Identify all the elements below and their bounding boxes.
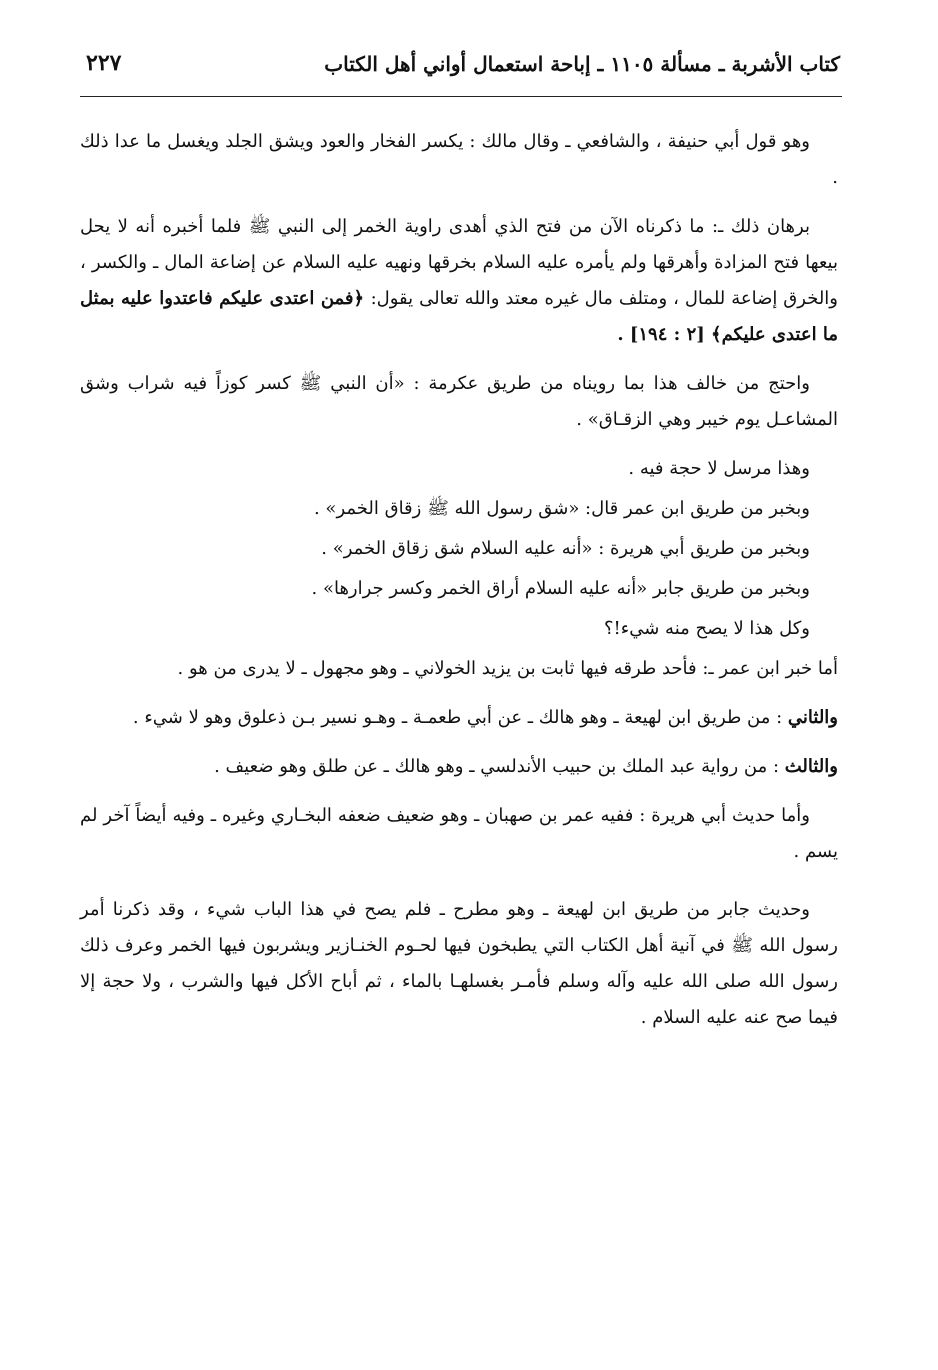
paragraph [80,124,838,196]
paragraph-text: : من رواية عبد الملك بن حبيب الأندلسي ـ وهو هالك ـ عن طلق وهو ضعيف . [214,756,785,777]
paragraph-text: وبخبر من طريق أبي هريرة : «أنه عليه السلام شق زقاق الخمر» . [321,538,810,559]
page-body [80,124,838,1049]
paragraph-text: وكل هذا لا يصح منه شيء!؟ [603,618,810,639]
paragraph [80,366,838,438]
quran-verse: ﴿فمن اعتدى عليكم فاعتدوا عليه بمثل ما اعتدى عليكم﴾ [٢ : ١٩٤] . [80,288,838,345]
paragraph-text: وهو قول أبي حنيفة ، والشافعي ـ وقال مالك : يكسر الفخار والعود ويشق الجلد ويغسل ما عدا ذلك . [80,131,838,188]
paragraph [80,451,838,487]
paragraph [80,892,838,1036]
paragraph [80,749,838,785]
paragraph [80,531,838,567]
header-divider [80,96,842,97]
paragraph-text: وحديث جابر من طريق ابن لهيعة ـ وهو مطرح ـ فلم يصح في هذا الباب شيء ، وقد ذكرنا أمر رسول الله ﷺ في آنية أهل الكتاب التي يطبخون فيها لحـوم الخنـازير ويشربون فيها الخمر وعرف ذلك رسول الله صلى الله عليه وآله وسلم فأمـر بغسلهـا بالماء ، ثم أباح الأكل فيها والشرب ، ولا حجة إلا فيما صح عنه عليه السلام . [80,899,838,1028]
paragraph-text: برهان ذلك ـ: ما ذكرناه الآن من فتح الذي أهدى راوية الخمر إلى النبي ﷺ فلما أخبره أنه لا يحل بيعها فتح المزادة وأهرقها ولم يأمره عليه السلام بخرقها ونهيه عليه السلام عن إضاعة المال ـ والكسر ، والخرق إضاعة للمال ، ومتلف مال غيره معتد والله تعالى يقول: [80,216,838,309]
paragraph-text: واحتج من خالف هذا بما رويناه من طريق عكرمة : «أن النبي ﷺ كسر كوزاً فيه شراب وشق المشاعـل يوم خيبر وهي الزقـاق» . [80,373,838,430]
paragraph-text: أما خبر ابن عمر ـ: فأحد طرقه فيها ثابت بن يزيد الخولاني ـ وهو مجهول ـ لا يدرى من هو . [177,658,838,679]
paragraph [80,651,838,687]
paragraph [80,798,838,870]
paragraph-lead: والثالث [784,756,838,777]
paragraph-text: وأما حديث أبي هريرة : ففيه عمر بن صهبان ـ وهو ضعيف ضعفه البخـاري وغيره ـ وفيه أيضاً آخر لم يسم . [80,805,838,862]
paragraph [80,571,838,607]
paragraph-text: وهذا مرسل لا حجة فيه . [628,458,810,479]
paragraph-text: وبخبر من طريق جابر «أنه عليه السلام أراق الخمر وكسر جرارها» . [311,578,810,599]
paragraph [80,209,838,353]
page-number: ٢٢٧ [86,50,122,76]
paragraph-text: : من طريق ابن لهيعة ـ وهو هالك ـ عن أبي طعمـة ـ وهـو نسير بـن ذعلوق وهو لا شيء . [132,707,788,728]
paragraph [80,491,838,527]
paragraph [80,700,838,736]
paragraph-lead: والثاني [787,707,838,728]
page-header [80,48,840,92]
running-title: كتاب الأشربة ـ مسألة ١١٠٥ ـ إباحة استعمال أواني أهل الكتاب [324,52,840,76]
paragraph [80,611,838,647]
paragraph-text: وبخبر من طريق ابن عمر قال: «شق رسول الله ﷺ زقاق الخمر» . [313,498,810,519]
